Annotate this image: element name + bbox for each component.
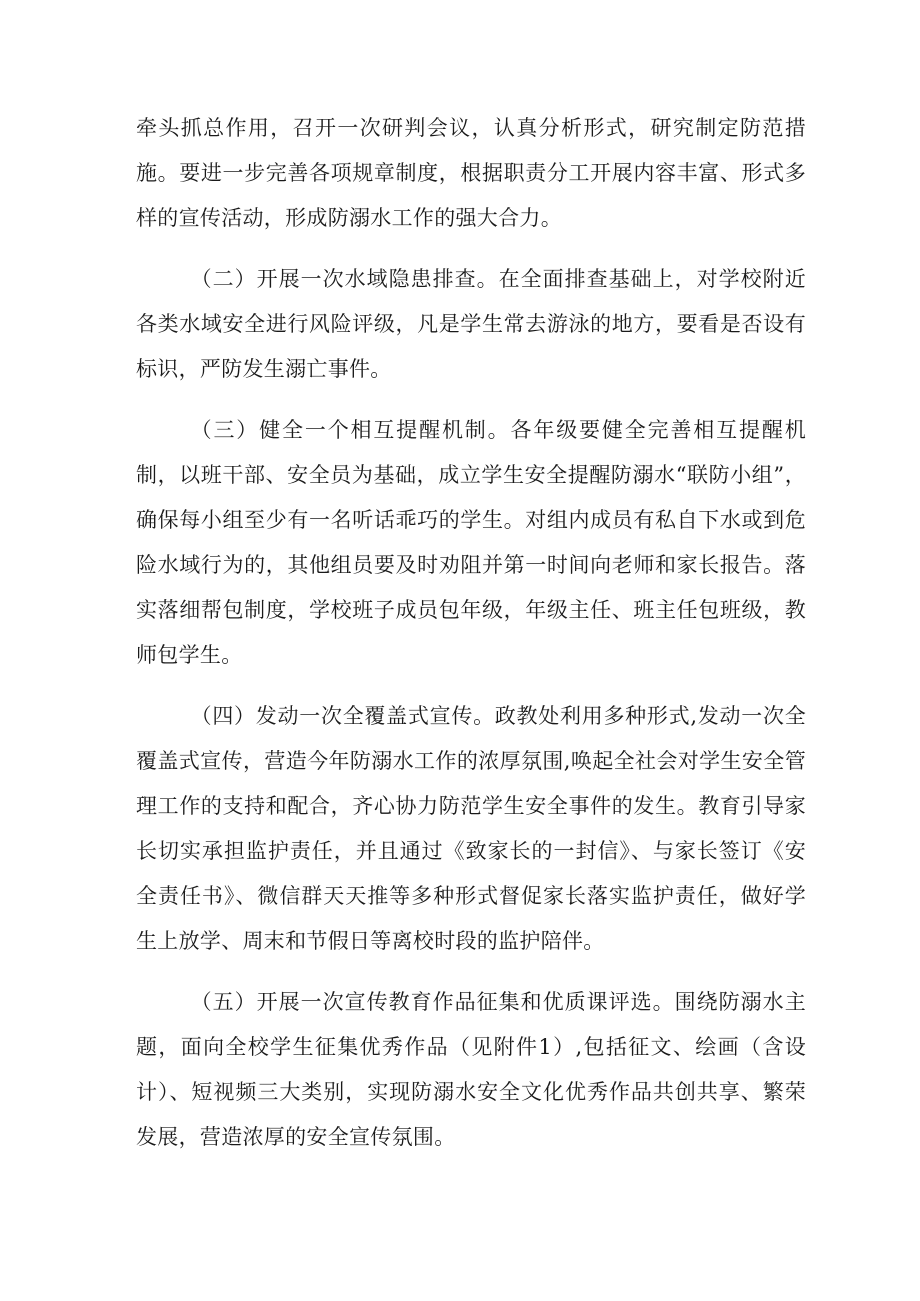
paragraph-works-collection: （五）开展一次宣传教育作品征集和优质课评选。围绕防溺水主题，面向全校学生征集优秀作品（见附件1）,包括征文、绘画（含设计）、短视频三大类别，实现防溺水安全文化优秀作品共创共享、繁荣发展，营造浓厚的安全宣传氛围。 [136, 990, 806, 1149]
paragraph-continuation: 牵头抓总作用，召开一次研判会议，认真分析形式，研究制定防范措施。要进一步完善各项规章制度，根据职责分工开展内容丰富、形式多样的宣传活动，形成防溺水工作的强大合力。 [136, 116, 806, 230]
paragraph-mutual-reminder-mechanism: （三）健全一个相互提醒机制。各年级要健全完善相互提醒机制，以班干部、安全员为基础，成立学生安全提醒防溺水“联防小组”，确保每小组至少有一名听话乖巧的学生。对组内成员有私自下水或到危险水域行为的，其他组员要及时劝阻并第一时间向老师和家长报告。落实落细帮包制度，学校班子成员包年级，年级主任、班主任包班级，教师包学生。 [136, 418, 806, 667]
document-body [136, 106, 806, 1176]
paragraph-publicity-campaign: （四）发动一次全覆盖式宣传。政教处利用多种形式,发动一次全覆盖式宣传，营造今年防溺水工作的浓厚氛围,唤起全社会对学生安全管理工作的支持和配合，齐心协力防范学生安全事件的发生。教育引导家长切实承担监护责任，并且通过《致家长的一封信》、与家长签订《安全责任书》、微信群天天推等多种形式督促家长落实监护责任，做好学生上放学、周末和节假日等离校时段的监护陪伴。 [136, 704, 806, 953]
paragraph-water-hazard-inspection: （二）开展一次水域隐患排查。在全面排查基础上，对学校附近各类水域安全进行风险评级，凡是学生常去游泳的地方，要看是否设有标识，严防发生溺亡事件。 [136, 267, 806, 381]
